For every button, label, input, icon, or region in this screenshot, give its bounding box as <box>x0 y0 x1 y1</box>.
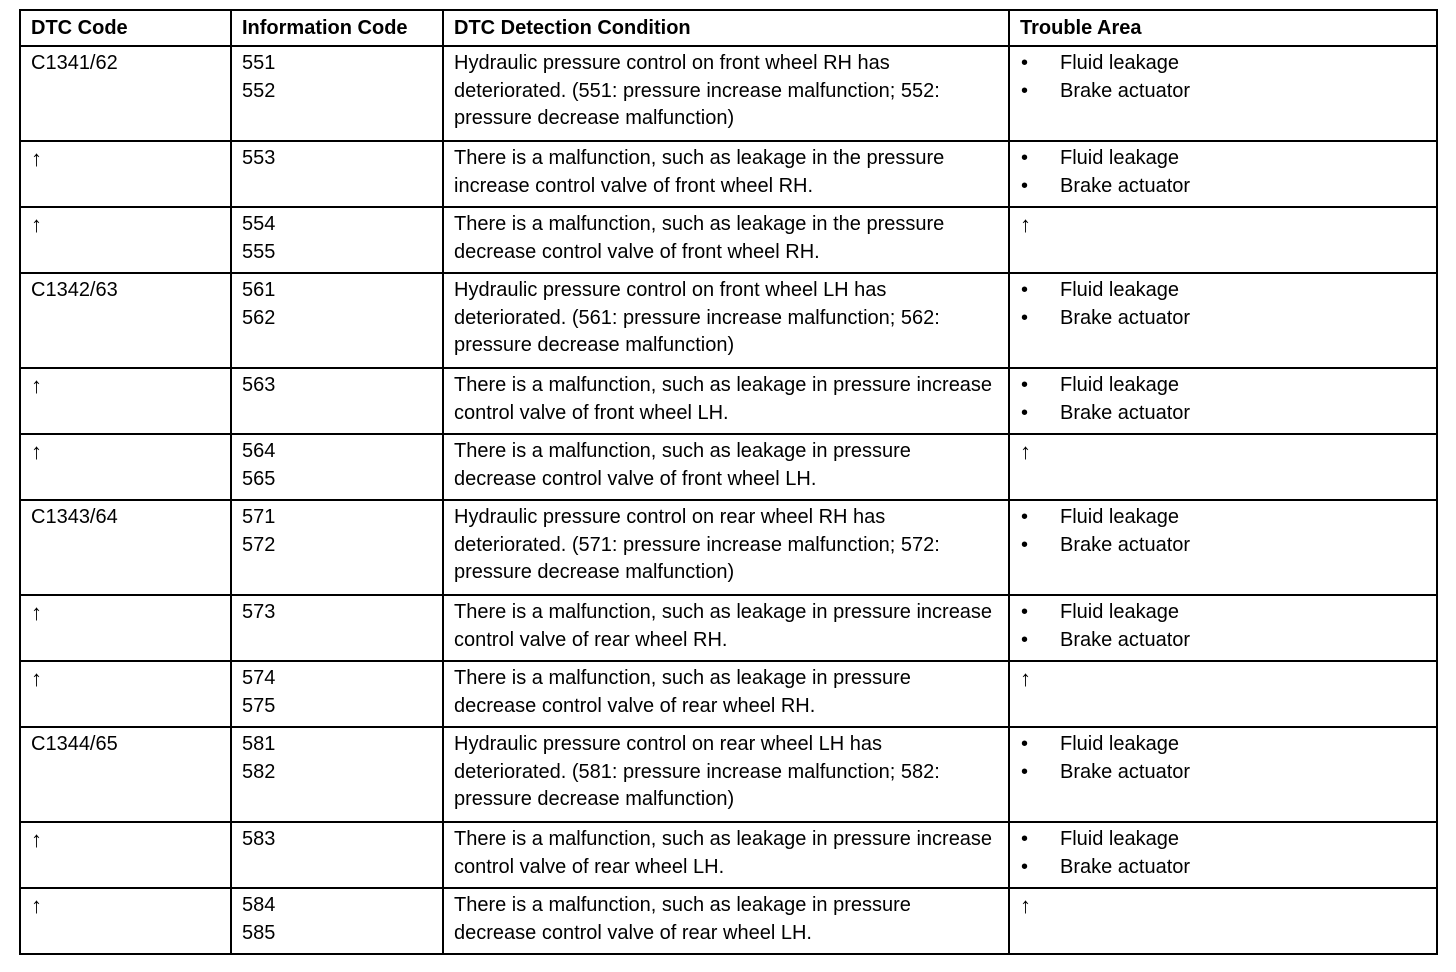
bullet-icon: • <box>1021 855 1029 878</box>
trouble-area-list <box>1020 599 1426 654</box>
detection-condition-cell <box>443 46 1009 141</box>
information-code-cell <box>231 368 443 434</box>
detection-condition-cell <box>443 207 1009 273</box>
trouble-area-cell <box>1009 595 1437 661</box>
bullet-icon: • <box>1021 52 1029 74</box>
detection-condition-cell <box>443 661 1009 727</box>
dtc-code-cell <box>20 822 231 888</box>
information-code-cell <box>231 595 443 661</box>
table-row <box>20 822 1437 888</box>
bullet-icon: • <box>1021 828 1029 850</box>
detection-condition-cell <box>443 500 1009 595</box>
information-code: 555 <box>242 240 276 263</box>
list-item <box>1020 400 1426 428</box>
same-as-above-arrow: ↑ <box>31 666 42 691</box>
information-code-cell <box>231 207 443 273</box>
list-item <box>1020 305 1426 333</box>
detection-condition-text: Hydraulic pressure control on front wheel LH has deteriorated. (561: pressure increase malfunction; 562: pressure decrease malfunction) <box>454 279 940 356</box>
list-item <box>1020 50 1426 78</box>
bullet-icon: • <box>1021 733 1029 755</box>
dtc-code-cell <box>20 434 231 500</box>
same-as-above-arrow: ↑ <box>1020 893 1031 918</box>
table-row <box>20 273 1437 368</box>
trouble-area-cell <box>1009 434 1437 500</box>
same-as-above-arrow: ↑ <box>31 827 42 852</box>
bullet-icon: • <box>1021 401 1029 424</box>
detection-condition-text: There is a malfunction, such as leakage in pressure increase control valve of front wheel LH. <box>454 374 993 424</box>
bullet-icon: • <box>1021 174 1029 197</box>
detection-condition-text: Hydraulic pressure control on front wheel RH has deteriorated. (551: pressure increase malfunction; 552: pressure decrease malfunction) <box>454 52 940 129</box>
trouble-area-list <box>1020 372 1426 427</box>
detection-condition-cell <box>443 434 1009 500</box>
information-code-cell <box>231 141 443 207</box>
same-as-above-arrow: ↑ <box>1020 666 1031 691</box>
list-item <box>1020 731 1426 759</box>
dtc-code-cell <box>20 500 231 595</box>
list-item <box>1020 145 1426 173</box>
detection-condition-text: There is a malfunction, such as leakage in pressure increase control valve of rear wheel LH. <box>454 828 993 878</box>
header-trouble-area: Trouble Area <box>1009 10 1437 46</box>
trouble-area-cell <box>1009 500 1437 595</box>
same-as-above-arrow: ↑ <box>31 146 42 171</box>
trouble-area-item: Fluid leakage <box>1060 374 1179 396</box>
detection-condition-cell <box>443 727 1009 822</box>
information-code: 553 <box>242 147 276 169</box>
list-item <box>1020 78 1426 106</box>
header-information-code: Information Code <box>231 10 443 46</box>
information-code: 584 <box>242 894 276 916</box>
information-code: 583 <box>242 828 276 850</box>
dtc-code-cell <box>20 888 231 954</box>
same-as-above-arrow: ↑ <box>1020 439 1031 464</box>
list-item <box>1020 759 1426 787</box>
trouble-area-item: Fluid leakage <box>1060 733 1179 755</box>
trouble-area-item: Brake actuator <box>1060 79 1191 102</box>
detection-condition-cell <box>443 595 1009 661</box>
trouble-area-cell <box>1009 368 1437 434</box>
bullet-icon: • <box>1021 374 1029 396</box>
information-code: 582 <box>242 760 276 783</box>
bullet-icon: • <box>1021 147 1029 169</box>
trouble-area-list <box>1020 504 1426 559</box>
information-code-cell <box>231 661 443 727</box>
information-code: 565 <box>242 467 276 490</box>
trouble-area-cell <box>1009 141 1437 207</box>
bullet-icon: • <box>1021 279 1029 301</box>
same-as-above-arrow: ↑ <box>1020 212 1031 237</box>
bullet-icon: • <box>1021 533 1029 556</box>
table-header-row <box>20 10 1437 46</box>
trouble-area-item: Fluid leakage <box>1060 828 1179 850</box>
bullet-icon: • <box>1021 306 1029 329</box>
list-item <box>1020 372 1426 400</box>
header-detection-condition: DTC Detection Condition <box>443 10 1009 46</box>
detection-condition-text: There is a malfunction, such as leakage in pressure decrease control valve of rear wheel LH. <box>454 894 911 944</box>
information-code: 563 <box>242 374 276 396</box>
trouble-area-item: Fluid leakage <box>1060 279 1179 301</box>
same-as-above-arrow: ↑ <box>31 893 42 918</box>
table-body <box>20 46 1437 954</box>
trouble-area-item: Fluid leakage <box>1060 506 1179 528</box>
trouble-area-cell <box>1009 888 1437 954</box>
information-code: 564 <box>242 440 276 462</box>
dtc-code: C1344/65 <box>31 733 118 755</box>
detection-condition-cell <box>443 368 1009 434</box>
table-row <box>20 46 1437 141</box>
trouble-area-cell <box>1009 661 1437 727</box>
bullet-icon: • <box>1021 628 1029 651</box>
trouble-area-item: Fluid leakage <box>1060 601 1179 623</box>
list-item <box>1020 277 1426 305</box>
dtc-code-cell <box>20 727 231 822</box>
list-item <box>1020 627 1426 655</box>
table-row <box>20 888 1437 954</box>
dtc-code: C1341/62 <box>31 52 118 74</box>
dtc-code-cell <box>20 46 231 141</box>
trouble-area-cell <box>1009 46 1437 141</box>
information-code-cell <box>231 822 443 888</box>
trouble-area-list <box>1020 826 1426 881</box>
dtc-table <box>19 9 1438 955</box>
trouble-area-list <box>1020 731 1426 786</box>
trouble-area-item: Brake actuator <box>1060 401 1191 424</box>
table-row <box>20 595 1437 661</box>
list-item <box>1020 854 1426 882</box>
detection-condition-cell <box>443 888 1009 954</box>
trouble-area-cell <box>1009 207 1437 273</box>
information-code-cell <box>231 727 443 822</box>
dtc-code-cell <box>20 595 231 661</box>
information-code-cell <box>231 888 443 954</box>
dtc-code-cell <box>20 207 231 273</box>
detection-condition-text: There is a malfunction, such as leakage in pressure decrease control valve of front wheel LH. <box>454 440 911 490</box>
table-row <box>20 500 1437 595</box>
detection-condition-cell <box>443 273 1009 368</box>
information-code: 572 <box>242 533 276 556</box>
detection-condition-text: There is a malfunction, such as leakage in the pressure increase control valve of front wheel RH. <box>454 147 945 197</box>
bullet-icon: • <box>1021 79 1029 102</box>
information-code: 552 <box>242 79 276 102</box>
detection-condition-text: There is a malfunction, such as leakage in the pressure decrease control valve of front wheel RH. <box>454 213 945 263</box>
detection-condition-text: There is a malfunction, such as leakage in pressure decrease control valve of rear wheel RH. <box>454 667 911 717</box>
trouble-area-item: Brake actuator <box>1060 533 1191 556</box>
detection-condition-cell <box>443 822 1009 888</box>
trouble-area-item: Brake actuator <box>1060 760 1191 783</box>
dtc-code-cell <box>20 661 231 727</box>
detection-condition-text: There is a malfunction, such as leakage in pressure increase control valve of rear wheel RH. <box>454 601 993 651</box>
trouble-area-item: Brake actuator <box>1060 855 1191 878</box>
trouble-area-cell <box>1009 273 1437 368</box>
information-code: 581 <box>242 733 276 755</box>
trouble-area-item: Fluid leakage <box>1060 52 1179 74</box>
information-code-cell <box>231 434 443 500</box>
trouble-area-item: Fluid leakage <box>1060 147 1179 169</box>
same-as-above-arrow: ↑ <box>31 600 42 625</box>
table-row <box>20 727 1437 822</box>
table-row <box>20 368 1437 434</box>
same-as-above-arrow: ↑ <box>31 439 42 464</box>
bullet-icon: • <box>1021 601 1029 623</box>
detection-condition-cell <box>443 141 1009 207</box>
list-item <box>1020 599 1426 627</box>
information-code: 571 <box>242 506 276 528</box>
bullet-icon: • <box>1021 506 1029 528</box>
dtc-code-cell <box>20 141 231 207</box>
information-code: 551 <box>242 52 276 74</box>
information-code-cell <box>231 273 443 368</box>
information-code: 562 <box>242 306 276 329</box>
detection-condition-text: Hydraulic pressure control on rear wheel RH has deteriorated. (571: pressure increase malfunction; 572: pressure decrease malfunction) <box>454 506 940 583</box>
information-code: 561 <box>242 279 276 301</box>
trouble-area-list <box>1020 277 1426 332</box>
list-item <box>1020 532 1426 560</box>
table-row <box>20 661 1437 727</box>
list-item <box>1020 504 1426 532</box>
dtc-code-cell <box>20 273 231 368</box>
list-item <box>1020 173 1426 201</box>
bullet-icon: • <box>1021 760 1029 783</box>
header-dtc-code: DTC Code <box>20 10 231 46</box>
information-code: 573 <box>242 601 276 623</box>
information-code: 574 <box>242 667 276 689</box>
trouble-area-item: Brake actuator <box>1060 628 1191 651</box>
information-code: 585 <box>242 921 276 944</box>
dtc-code: C1342/63 <box>31 279 118 301</box>
detection-condition-text: Hydraulic pressure control on rear wheel LH has deteriorated. (581: pressure increase malfunction; 582: pressure decrease malfunction) <box>454 733 940 810</box>
trouble-area-list <box>1020 145 1426 200</box>
trouble-area-list <box>1020 50 1426 105</box>
dtc-code: C1343/64 <box>31 506 118 528</box>
dtc-code-cell <box>20 368 231 434</box>
information-code: 575 <box>242 694 276 717</box>
information-code-cell <box>231 500 443 595</box>
trouble-area-cell <box>1009 822 1437 888</box>
trouble-area-item: Brake actuator <box>1060 306 1191 329</box>
same-as-above-arrow: ↑ <box>31 373 42 398</box>
list-item <box>1020 826 1426 854</box>
same-as-above-arrow: ↑ <box>31 212 42 237</box>
table-row <box>20 207 1437 273</box>
trouble-area-item: Brake actuator <box>1060 174 1191 197</box>
information-code: 554 <box>242 213 276 235</box>
table-row <box>20 434 1437 500</box>
information-code-cell <box>231 46 443 141</box>
table-row <box>20 141 1437 207</box>
trouble-area-cell <box>1009 727 1437 822</box>
